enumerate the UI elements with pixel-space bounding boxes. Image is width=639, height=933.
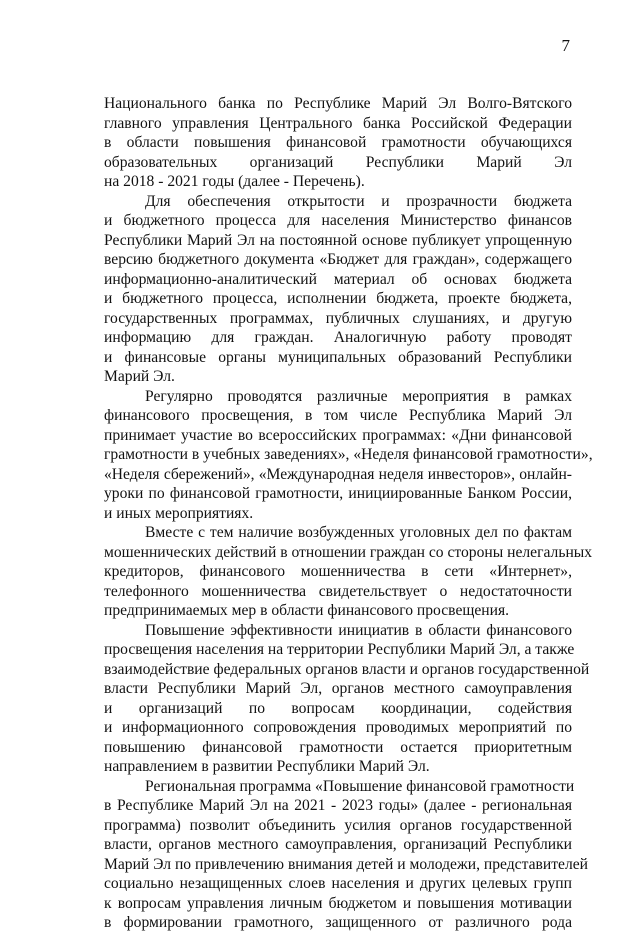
text-line: Республики Марий Эл на постоянной основе публикует упрощенную bbox=[104, 231, 572, 249]
text-line: в Республике Марий Эл на 2021 - 2023 годы» (далее - региональная bbox=[104, 797, 572, 814]
text-line: «Неделя сбережений», «Международная неделя инвесторов», онлайн- bbox=[104, 465, 572, 483]
text-line: и бюджетного процесса для населения Министерство финансов bbox=[104, 212, 572, 229]
text-line: и организаций по вопросам координации, содействия bbox=[104, 699, 572, 717]
text-line: государственных программах, публичных слушаниях, и другую bbox=[104, 309, 572, 327]
paragraph bbox=[104, 192, 572, 387]
text-line: главного управления Центрального банка Российской Федерации bbox=[104, 114, 572, 132]
text-line: версию бюджетного документа «Бюджет для граждан», содержащего bbox=[104, 251, 572, 268]
text-line: власти, органов местного самоуправления, организаций Республики bbox=[104, 836, 572, 853]
text-line: предпринимаемых мер в области финансового просвещения. bbox=[104, 602, 510, 619]
text-line: уроки по финансовой грамотности, инициированные Банком России, bbox=[104, 485, 572, 502]
text-line: образовательных организаций Республики Марий Эл bbox=[104, 153, 572, 171]
paragraph bbox=[104, 94, 572, 192]
text-line: в формировании грамотного, защищенного от различного рода bbox=[104, 914, 572, 931]
text-line: Региональная программа «Повышение финансовой грамотности bbox=[145, 777, 575, 795]
text-line: и финансовые органы муниципальных образований Республики bbox=[104, 348, 572, 366]
paragraph bbox=[104, 777, 589, 933]
text-line: и информационного сопровождения проводимых мероприятий по bbox=[104, 719, 572, 736]
paragraph bbox=[104, 621, 590, 777]
text-line: в области повышения финансовой грамотности обучающихся bbox=[104, 134, 572, 151]
text-line: финансового просвещения, в том числе Республика Марий Эл bbox=[104, 407, 572, 424]
text-line: кредиторов, финансового мошенничества в сети «Интернет», bbox=[104, 563, 572, 580]
text-line: Марий Эл по привлечению внимания детей и молодежи, представителей bbox=[104, 855, 589, 873]
text-line: информацию для граждан. Аналогичную работу проводят bbox=[104, 329, 572, 346]
text-line: повышению финансовой грамотности остается приоритетным bbox=[104, 738, 572, 756]
paragraph bbox=[104, 387, 593, 524]
text-line: социально незащищенных слоев населения и других целевых групп bbox=[104, 875, 572, 892]
text-line: Вместе с тем наличие возбужденных уголовных дел по фактам bbox=[145, 524, 572, 541]
paragraph bbox=[104, 523, 593, 621]
text-line: на 2018 - 2021 годы (далее - Перечень). bbox=[104, 173, 365, 190]
text-line: принимает участие во всероссийских программах: «Дни финансовой bbox=[104, 426, 572, 444]
text-line: направлением в развитии Республики Марий Эл. bbox=[104, 758, 430, 775]
text-line: Регулярно проводятся различные мероприятия в рамках bbox=[145, 387, 572, 405]
text-line: мошеннических действий в отношении граждан со стороны нелегальных bbox=[104, 543, 593, 561]
text-line: Для обеспечения открытости и прозрачности бюджета bbox=[145, 192, 572, 210]
text-line: грамотности в учебных заведениях», «Неделя финансовой грамотности», bbox=[104, 446, 593, 463]
text-line: Повышение эффективности инициатив в области финансового bbox=[145, 621, 572, 639]
text-line: информационно-аналитический материал об основах бюджета bbox=[104, 270, 572, 288]
text-line: и бюджетного процесса, исполнении бюджета, проекте бюджета, bbox=[104, 290, 572, 307]
text-line: Национального банка по Республике Марий Эл Волго-Вятского bbox=[104, 95, 572, 112]
text-line: власти Республики Марий Эл, органов местного самоуправления bbox=[104, 680, 572, 697]
text-line: просвещения населения на территории Республики Марий Эл, а также bbox=[104, 641, 575, 658]
text-line: к вопросам управления личным бюджетом и повышения мотивации bbox=[104, 894, 572, 912]
text-line: телефонного мошенничества свидетельствует о недостаточности bbox=[104, 582, 572, 600]
text-line: и иных мероприятиях. bbox=[104, 504, 254, 522]
page-number: 7 bbox=[561, 36, 570, 55]
body-text bbox=[104, 94, 593, 933]
text-line: Марий Эл. bbox=[104, 368, 175, 385]
text-line: взаимодействие федеральных органов власти и органов государственной bbox=[104, 660, 590, 678]
text-line: программа) позволит объединить усилия органов государственной bbox=[104, 816, 572, 834]
